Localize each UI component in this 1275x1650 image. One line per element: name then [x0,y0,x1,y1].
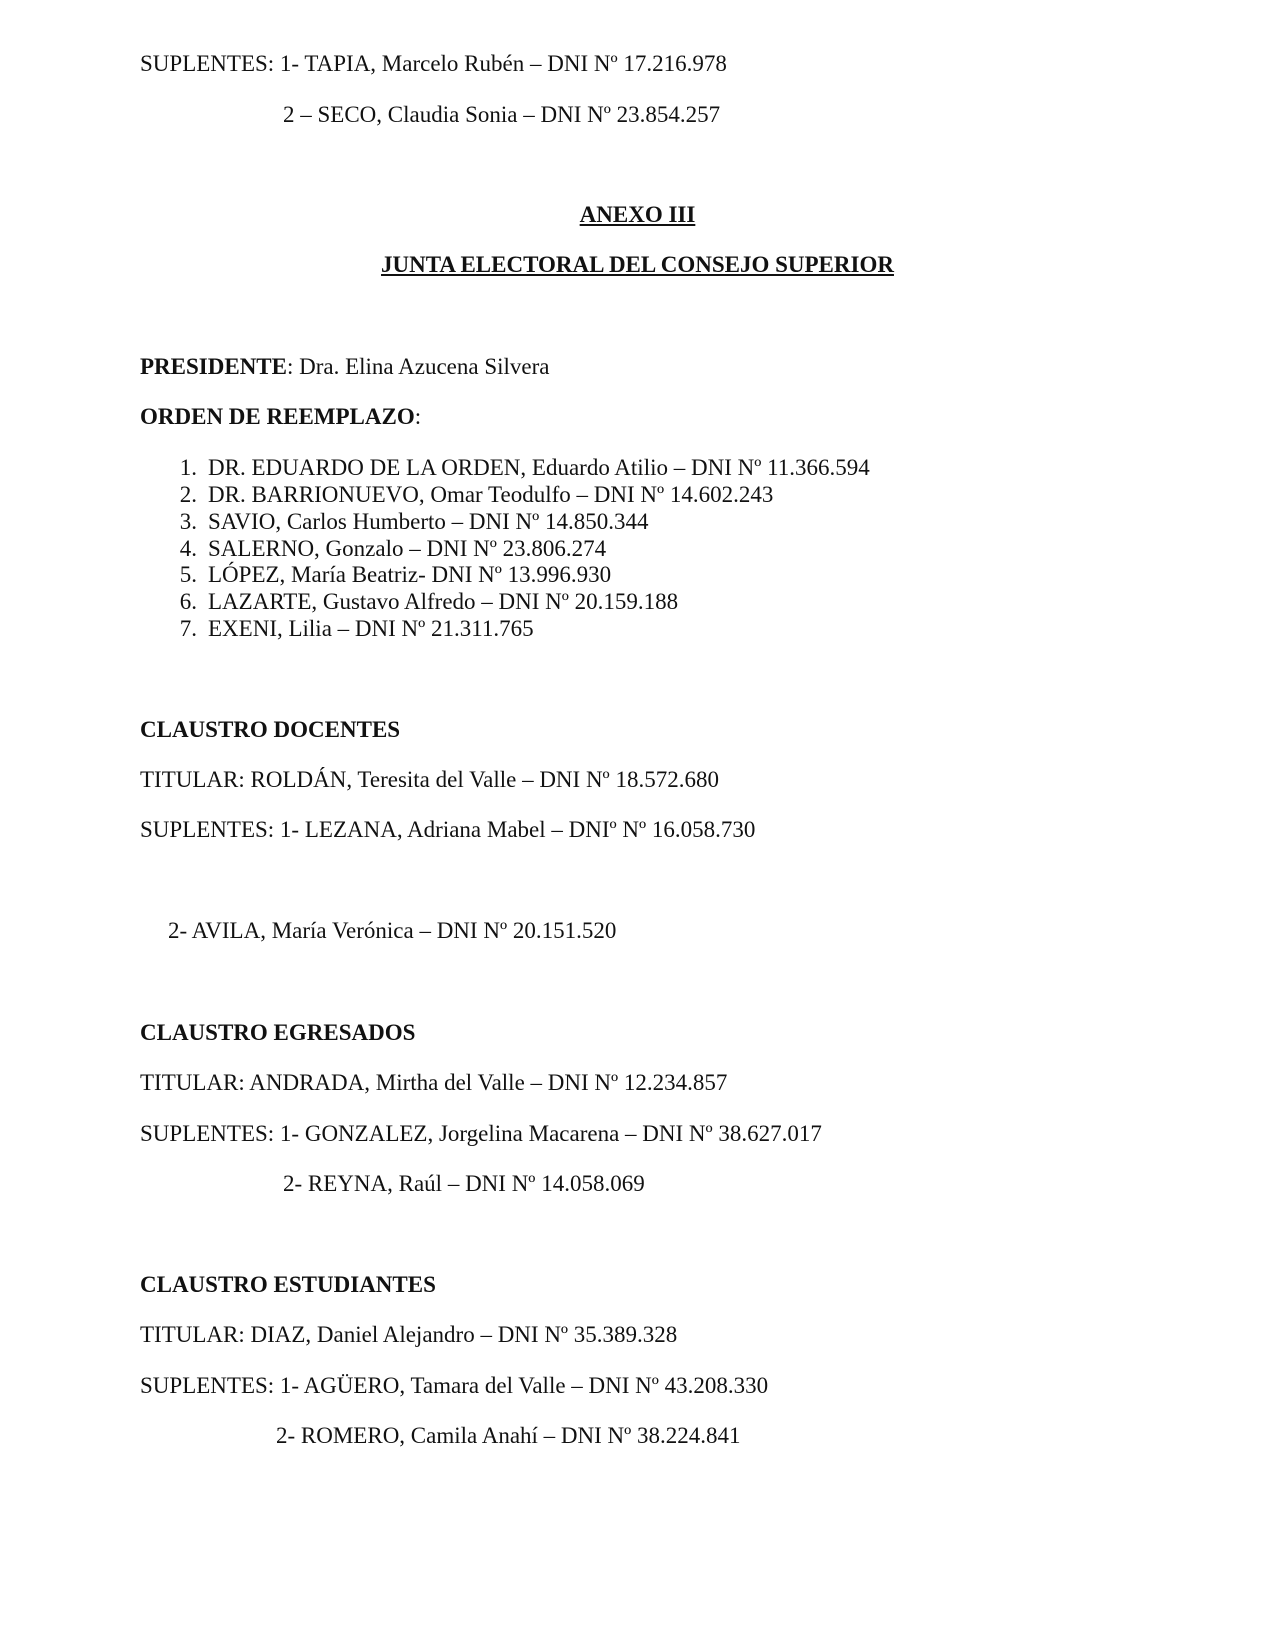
docentes-heading: CLAUSTRO DOCENTES [140,717,401,742]
egresados-titular: TITULAR: ANDRADA, Mirtha del Valle – DNI Nº 12.234.857 [140,1070,728,1095]
orden-label: ORDEN DE REEMPLAZO [140,404,415,429]
estudiantes-suplente-2: 2- ROMERO, Camila Anahí – DNI Nº 38.224.841 [276,1423,741,1448]
docentes-suplente-1: SUPLENTES: 1- LEZANA, Adriana Mabel – DNIº Nº 16.058.730 [140,817,756,842]
list-item-number: 7. [179,616,197,641]
egresados-suplente-2: 2- REYNA, Raúl – DNI Nº 14.058.069 [283,1171,645,1196]
docentes-suplente-2: 2- AVILA, María Verónica – DNI Nº 20.151.520 [168,918,617,943]
docentes-titular: TITULAR: ROLDÁN, Teresita del Valle – DNI Nº 18.572.680 [140,767,719,792]
estudiantes-titular: TITULAR: DIAZ, Daniel Alejandro – DNI Nº 35.389.328 [140,1322,678,1347]
top-suplentes-line-2: 2 – SECO, Claudia Sonia – DNI Nº 23.854.257 [283,102,721,127]
presidente-line [140,353,549,381]
list-item-text: DR. BARRIONUEVO, Omar Teodulfo – DNI Nº 14.602.243 [208,482,774,507]
anexo-subtitle: JUNTA ELECTORAL DEL CONSEJO SUPERIOR [381,252,894,277]
egresados-suplente-1: SUPLENTES: 1- GONZALEZ, Jorgelina Macarena – DNI Nº 38.627.017 [140,1121,822,1146]
list-item-text: EXENI, Lilia – DNI Nº 21.311.765 [208,616,534,641]
orden-suffix: : [414,404,422,429]
list-item-text: SALERNO, Gonzalo – DNI Nº 23.806.274 [208,536,607,561]
list-item-number: 1. [179,455,197,480]
list-item-number: 6. [179,589,197,614]
egresados-heading: CLAUSTRO EGRESADOS [140,1020,416,1045]
list-item-text: SAVIO, Carlos Humberto – DNI Nº 14.850.344 [208,509,649,534]
presidente-label: PRESIDENTE [140,354,287,379]
anexo-title: ANEXO III [579,202,696,227]
list-item-text: LAZARTE, Gustavo Alfredo – DNI Nº 20.159.188 [208,589,679,614]
list-item-text: DR. EDUARDO DE LA ORDEN, Eduardo Atilio – DNI Nº 11.366.594 [208,455,870,480]
orden-heading [140,403,421,431]
list-item-number: 3. [179,509,197,534]
list-item-number: 4. [179,536,197,561]
list-item-text: LÓPEZ, María Beatriz- DNI Nº 13.996.930 [208,562,612,587]
list-item-number: 2. [179,482,197,507]
estudiantes-heading: CLAUSTRO ESTUDIANTES [140,1272,436,1297]
list-item-number: 5. [179,562,197,587]
estudiantes-suplente-1: SUPLENTES: 1- AGÜERO, Tamara del Valle – DNI Nº 43.208.330 [140,1373,769,1398]
top-suplentes-line-1: SUPLENTES: 1- TAPIA, Marcelo Rubén – DNI Nº 17.216.978 [140,51,727,76]
presidente-value: : Dra. Elina Azucena Silvera [286,354,550,379]
